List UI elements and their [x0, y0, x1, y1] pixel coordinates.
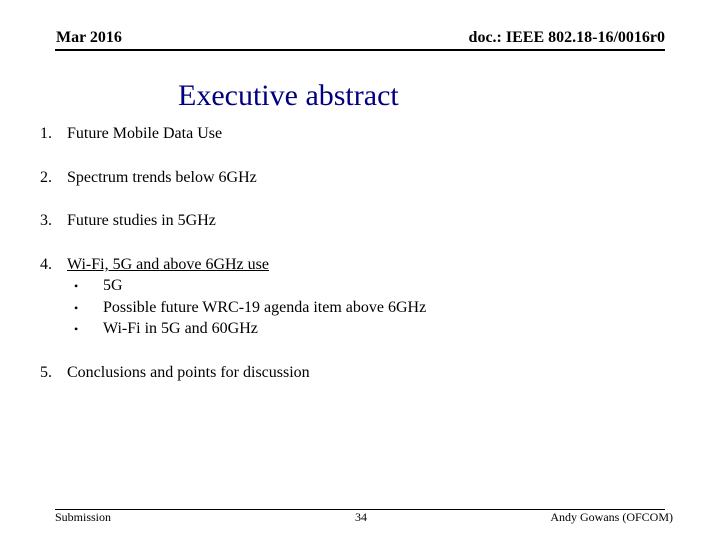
footer-submission: Submission — [55, 510, 112, 524]
agenda-item-text: Conclusions and points for discussion — [67, 364, 310, 381]
agenda-item-text: Spectrum trends below 6GHz — [67, 169, 257, 186]
footer-page-number: 34 — [355, 510, 367, 524]
agenda-item-text: Future Mobile Data Use — [67, 125, 223, 142]
agenda-subitem-text: Possible future WRC-19 agenda item above 6GHz — [103, 299, 427, 316]
agenda-item-text: Wi-Fi, 5G and above 6GHz use — [67, 256, 269, 273]
agenda-subitem-text: 5G — [103, 277, 123, 294]
footer-author: Andy Gowans (OFCOM) — [550, 510, 673, 524]
header-divider — [55, 49, 665, 51]
agenda-item-number: 3. — [40, 212, 52, 229]
bullet-icon: • — [74, 322, 79, 336]
bullet-icon: • — [74, 301, 79, 315]
agenda-item-number: 5. — [40, 364, 52, 381]
agenda-item-number: 1. — [40, 125, 52, 142]
header-date: Mar 2016 — [56, 29, 122, 46]
bullet-icon: • — [74, 279, 79, 293]
agenda-subitem-text: Wi-Fi in 5G and 60GHz — [103, 320, 258, 337]
header-doc-id: doc.: IEEE 802.18-16/0016r0 — [468, 29, 665, 46]
agenda-item-text: Future studies in 5GHz — [67, 212, 216, 229]
agenda-item-number: 2. — [40, 169, 52, 186]
agenda-item-number: 4. — [40, 256, 52, 273]
slide-title: Executive abstract — [178, 79, 399, 112]
